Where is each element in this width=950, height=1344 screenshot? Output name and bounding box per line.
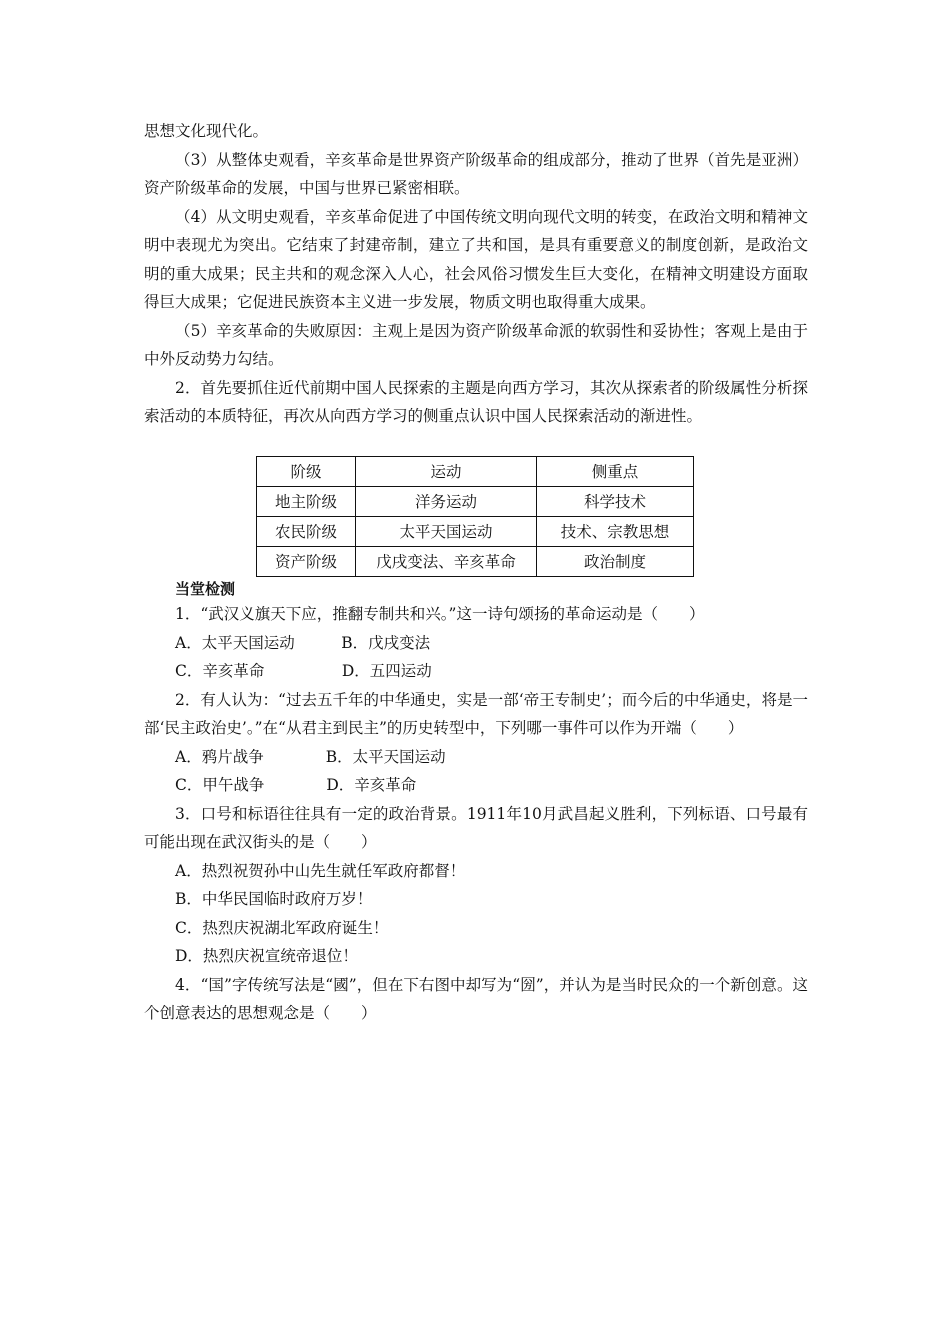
paragraph-point-4: （4）从文明史观看，辛亥革命促进了中国传统文明向现代文明的转变，在政治文明和精神文明中表现尤为突出。它结束了封建帝制，建立了共和国，是具有重要意义的制度创新，是政治文明的重大成果；民主共和的观念深入人心，社会风俗习惯发生巨大变化，在精神文明建设方面取得巨大成果；它促进民族资本主义进一步发展，物质文明也取得重大成果。 [144,207,808,311]
table-row [257,517,694,547]
table-cell: 农民阶级 [257,517,356,547]
table-header-row [257,457,694,487]
table-row [257,487,694,517]
paragraph-item-2: 2．首先要抓住近代前期中国人民探索的主题是向西方学习，其次从探索者的阶级属性分析探索活动的本质特征，再次从向西方学习的侧重点认识中国人民探索活动的渐进性。 [144,378,808,425]
question-3-option-c: C．热烈庆祝湖北军政府诞生！ [175,918,389,937]
table-cell: 太平天国运动 [356,517,537,547]
question-2-stem: 2．有人认为：“过去五千年的中华通史，实是一部‘帝王专制史’；而今后的中华通史，将是一部‘民主政治史’。”在“从君主到民主”的历史转型中，下列哪一事件可以作为开端（ ） [144,690,808,737]
table-cell: 资产阶级 [257,547,356,577]
quiz-section [144,600,808,1028]
table-cell: 技术、宗教思想 [537,517,694,547]
table-row [257,547,694,577]
question-2-options-row: C．甲午战争 D．辛亥革命 [175,776,417,794]
question-4-stem: 4．“国”字传统写法是“國”，但在下右图中却写为“圀”，并认为是当时民众的一个新创意。这个创意表达的思想观念是（ ） [144,975,808,1022]
question-1-options-row: C．辛亥革命 D．五四运动 [175,662,432,680]
question-2-options-row: A．鸦片战争 B．太平天国运动 [175,747,446,766]
question-3-option-d: D．热烈庆祝宣统帝退位！ [175,947,358,965]
question-1-stem: 1．“武汉义旗天下应，推翻专制共和兴。”这一诗句颂扬的革命运动是（ ） [175,605,705,623]
question-3-stem: 3．口号和标语往往具有一定的政治背景。1911年10月武昌起义胜利，下列标语、口号最有可能出现在武汉街头的是（ ） [144,804,808,851]
question-3-option-b: B．中华民国临时政府万岁！ [175,890,373,908]
table-cell: 科学技术 [537,487,694,517]
table-cell: 洋务运动 [356,487,537,517]
paragraph-point-3: （3）从整体史观看，辛亥革命是世界资产阶级革命的组成部分，推动了世界（首先是亚洲）资产阶级革命的发展，中国与世界已紧密相联。 [144,150,808,197]
table-header-cell: 运动 [356,457,537,487]
summary-text [144,117,808,431]
table-cell: 政治制度 [537,547,694,577]
table-header-cell: 侧重点 [537,457,694,487]
question-1-options-row: A．太平天国运动 B．戊戌变法 [175,633,431,652]
section-title: 当堂检测 [175,580,236,598]
paragraph-point-5: （5）辛亥革命的失败原因：主观上是因为资产阶级革命派的软弱性和妥协性；客观上是由于中外反动势力勾结。 [144,321,808,368]
table-cell: 戊戌变法、辛亥革命 [356,547,537,577]
table-header-cell: 阶级 [257,457,356,487]
paragraph-continuation: 思想文化现代化。 [144,122,269,140]
exploration-table [256,456,694,577]
question-3-option-a: A．热烈祝贺孙中山先生就任军政府都督！ [175,861,466,880]
table-cell: 地主阶级 [257,487,356,517]
